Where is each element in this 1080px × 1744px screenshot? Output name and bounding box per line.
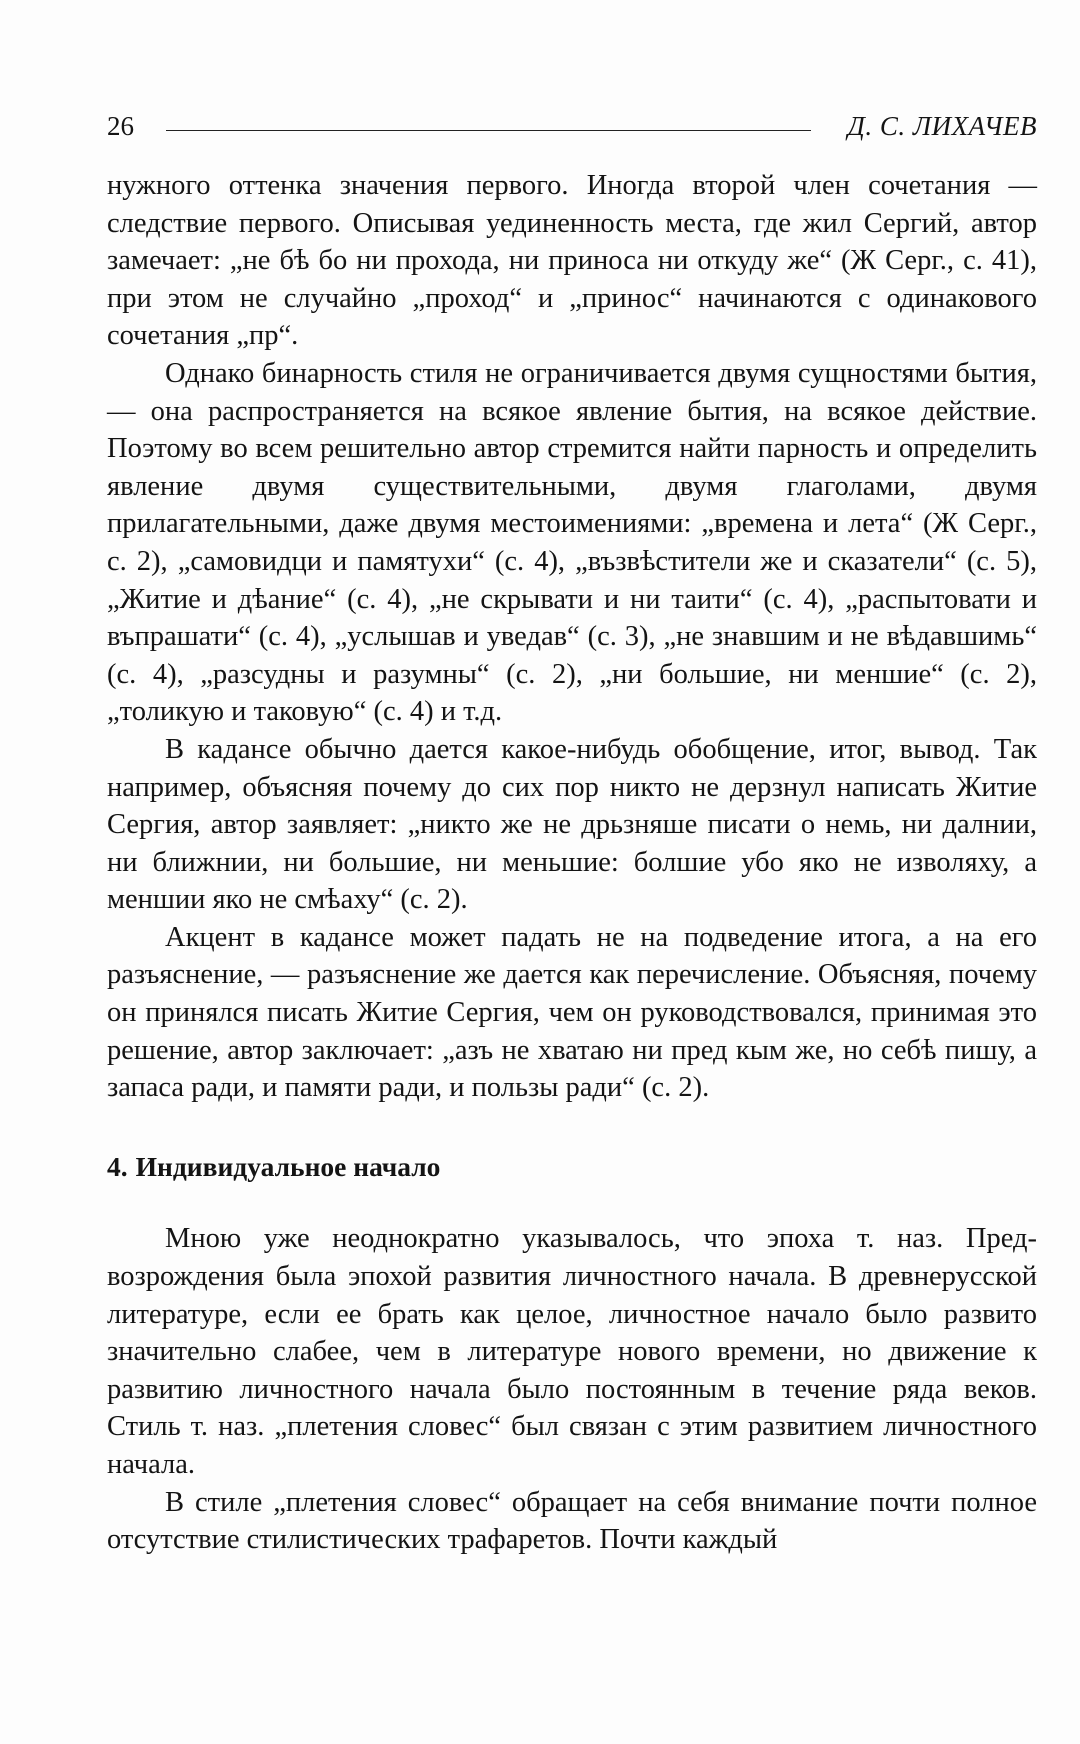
page-number: 26 <box>107 111 134 141</box>
page-header <box>107 104 1037 148</box>
paragraph: Однако бинарность стиля не ограничивается двумя сущностями бытия, — она распространяется на всякое явление бытия, на всякое действие. Поэтому во всем решительно автор стремится найти парность и определить явление двумя существительными, двумя глаголами, двумя прилагательными, даже двумя местоимениями: „времена и лета“ (Ж Серг., с. 2), „самовидци и памятухи“ (с. 4), „възвѣстители же и сказатели“ (с. 5), „Житие и дѣание“ (с. 4), „не скрывати и ни таити“ (с. 4), „распытовати и въпрашати“ (с. 4), „услышав и уведав“ (с. 3), „не знавшим и не вѣдавшимь“ (с. 4), „разсудны и разумны“ (с. 2), „ни большие, ни меншие“ (с. 2), „толикую и таковую“ (с. 4) и т.д. <box>107 357 1037 728</box>
paragraph: Акцент в кадансе может падать не на подведение итога, а на его разъяснение, — разъяснение же дается как перечисление. Объясняя, почему он принялся писать Житие Сергия, чем он руководствовался, принимая это решение, автор заключает: „азъ не хватаю ни пред кым же, но себѣ пишу, а запаса ради, и памяти ради, и пользы ради“ (с. 2). <box>107 921 1037 1104</box>
paragraph: Мною уже неоднократно указывалось, что эпоха т. наз. Предвозрождения была эпохой развития личностного начала. В древнерусской литературе, если ее брать как целое, личностное начало было развито значительно слабее, чем в литературе нового времени, но движение к развитию личностного начала было постоянным в течение ряда веков. Стиль т. наз. „плетения словес“ был связан с этим развитием личностного начала. <box>107 1223 1037 1480</box>
running-head-author: Д. С. ЛИХАЧЕВ <box>847 111 1037 141</box>
body-text <box>107 167 1037 1559</box>
section-heading <box>107 1148 1037 1186</box>
header-rule <box>166 130 811 131</box>
paragraph: В стиле „плетения словес“ обращает на себя внимание почти полное отсутствие стилистических трафаретов. Почти каждый <box>107 1486 1037 1556</box>
section-number: 4. <box>107 1150 128 1182</box>
paragraph-continued: нужного оттенка значения первого. Иногда второй член сочетания — следствие первого. Описывая уединенность места, где жил Сергий, автор замечает: „не бѣ бо ни прохода, ни приноса ни откуду же“ (Ж Серг., с. 41), при этом не случайно „проход“ и „принос“ начинаются с одинакового сочетания „пр“. <box>107 170 1037 352</box>
section-title: Индивидуальное начало <box>135 1150 441 1182</box>
paragraph: В кадансе обычно дается какое-нибудь обобщение, итог, вывод. Так например, объясняя почему до сих пор никто не дерзнул написать Житие Сергия, автор заявляет: „никто же не дрьзняше писати о немь, ни далнии, ни ближнии, ни большие, ни меньшие: болшие убо яко не изволяху, а меншии яко не смѣаху“ (с. 2). <box>107 733 1037 916</box>
